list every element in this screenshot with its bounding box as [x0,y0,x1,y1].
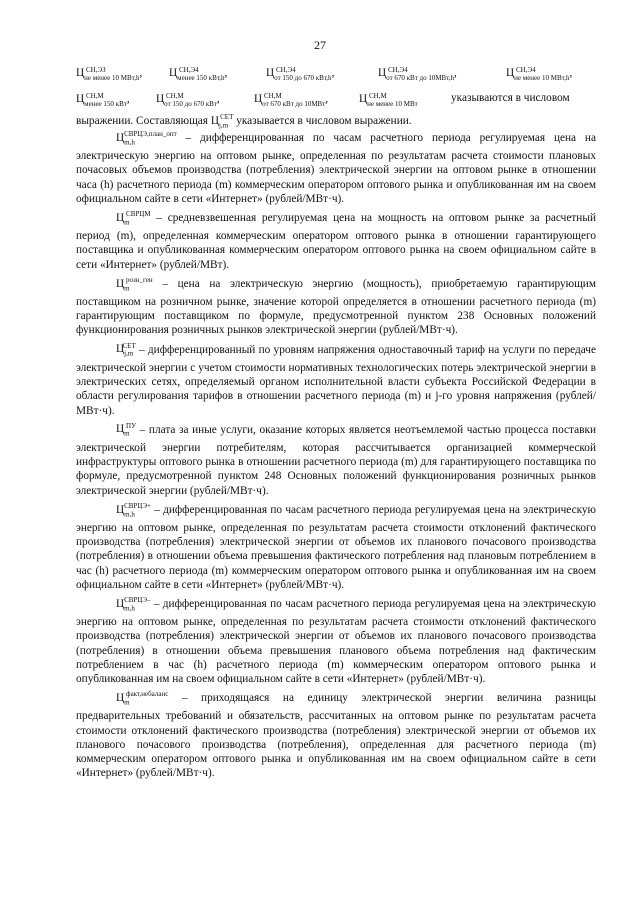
definition-paragraph [76,339,596,418]
term-separator: , [216,93,220,105]
term-base: Ц [76,67,85,79]
definition-symbol: $Ц_{m,h}^{СВРЦЭ,план\_опт}$ [116,130,177,147]
definition-symbol: $Ц_{m,h}^{СВРЦЭ+}$ [116,501,151,518]
legend-term [359,92,418,108]
page-number: 27 [314,38,326,52]
term-separator: , [331,67,335,79]
term-base: Ц [156,93,165,105]
definition-symbol: $Ц_m^{розн\_ген}$ [116,275,153,292]
intro-text: выражении. Составляющая [76,114,208,127]
definition-text: – плата за иные услуги, оказание которых является неотъемлемой частью процесса поставки электрической энергии потребителям, которая рассчитывается организацией коммерческой инфраструктуры оптового рынка в отношении расчетного периода (m) для гарантирующего поставщика по формуле, предусмотренной пунктом 248 Основных положений функционирования розничных рынков электрической энергии (рублей/МВт·ч). [76,423,596,497]
term-separator: , [454,67,457,79]
term-superscript: СН,Э4 [179,66,199,74]
term-subscript: менее 150 кВт [84,100,127,108]
definition-symbol: $Ц_m^{факт,небаланс}$ [116,690,169,707]
definition-symbol: $Ц_{j,m}^{СЕТ}$ [116,341,136,358]
definition-paragraph [76,127,596,206]
legend-row-2-tail: указываются в числовом [451,92,570,104]
term-superscript: СН,ЭЗ [86,66,106,74]
term-separator: , [569,67,573,79]
term-subscript: от 150 до 670 кВт [164,100,217,108]
legend-term [169,66,228,82]
term-base: Ц [169,67,178,79]
definition-text: – средневзвешенная регулируемая цена на мощность на оптовом рынке за расчетный период (m), определенная коммерческим оператором оптового рынка в отношении гарантирующего поставщика и опубликованная коммерческим оператором оптового рынка на своем официальном сайте в сети «Интернет» (рублей/МВт). [76,211,596,271]
term-subscript: не менее 10 МВт [367,100,418,108]
term-base: Ц [378,67,387,79]
definition-symbol: $Ц_{m,h}^{СВРЦЭ-}$ [116,595,151,612]
term-superscript: СН,Э4 [388,66,408,74]
legend-term [254,92,329,108]
definition-text: – цена на электрическую энергию (мощность), приобретаемую гарантирующим поставщиком на розничном рынке, значение которой определяется в отношении расчетного периода (m) гарантирующим поставщиком по формуле, предусмотренной пунктом 238 Основных положений функционирования розничных рынков электрической энергии (рублей/МВт·ч). [76,277,596,337]
term-subscript: от 150 до 670 кВт,h [274,74,332,82]
term-base: Ц [254,93,263,105]
term-subscript: от 670 кВт до 10МВт,h [386,74,455,82]
term-base: Ц [359,93,368,105]
legend-term [76,92,130,108]
term-separator: , [139,67,143,79]
definition-paragraph [76,273,596,338]
tariff-symbol: $Ц_{j,m}^{СЕТ}$ [210,113,234,130]
term-subscript: от 670 кВт до 10МВт [262,100,326,108]
intro-tail: указывается в числовом выражении. [236,114,412,127]
term-subscript: менее 150 кВт,h [177,74,225,82]
legend-term [156,92,220,108]
term-superscript: СН,М [166,92,184,100]
term-base: Ц [266,67,275,79]
term-superscript: СН,М [86,92,104,100]
term-superscript: СН,Э4 [516,66,536,74]
definition-symbol: $Ц_m^{ПУ}$ [116,421,137,438]
definition-text: – дифференцированный по уровням напряжения одноставочный тариф на услуги по передаче электрической энергии с учетом стоимости нормативных технологических потерь электрической энергии в электрических сетях, определяемый органом исполнительной власти субъекта Российской Федерации в области регулирования тарифов в отношении расчетного периода (m) и j-го уровня напряжения (рублей/МВт·ч). [76,343,596,417]
term-superscript: СН,М [264,92,282,100]
definition-text: – приходящаяся на единицу электрической энергии величина разницы предварительных требований и обязательств, рассчитанных на оптовом рынке по результатам расчета стоимости отклонений фактического производства (потребления) электрической энергии от объемов их планового почасового производства (потребления), определенная для расчетного периода (m) коммерческим оператором оптового рынка и опубликованная им на своем официальном сайте в сети «Интернет» (рублей/МВт·ч). [76,691,596,780]
legend-term [76,66,143,82]
definition-text: – дифференцированная по часам расчетного периода регулируемая цена на электрическую энергию на оптовом рынке, определенная по результатам расчета стоимости отклонений фактического производства (потребления) электрической энергии от объемов их планового почасового производства (потребления) в отношении объема превышения фактического потребления над плановым потреблением в час (h) расчетного периода (m) коммерческим оператором оптового рынка и опубликованная им на своем официальном сайте в сети «Интернет» (рублей/МВт·ч). [76,503,596,591]
definition-symbol: $Ц_m^{СВРЦМ}$ [116,210,151,227]
definition-paragraph [76,419,596,498]
definition-paragraph [76,499,596,592]
term-base: Ц [76,93,85,105]
legend-term [266,66,335,82]
term-superscript: СН,М [369,92,387,100]
definition-text: – дифференцированная по часам расчетного периода регулируемая цена на электрическую энергию на оптовом рынке, определенная по результатам расчета стоимости отклонений фактического производства (потребления) электрической энергии от объемов их планового почасового производства (потребления) в отношении объема превышения планового объема потребления над фактическим потреблением в час (h) расчетного периода (m) коммерческим оператором оптового рынка и опубликованная им на своем официальном сайте в сети «Интернет» (рублей/МВт·ч). [76,597,596,686]
term-base: Ц [506,67,515,79]
definition-paragraph [76,593,596,686]
legend-term [378,66,457,82]
term-subscript: не менее 10 МВт,h [514,74,570,82]
definition-text: – дифференцированная по часам расчетного периода регулируемая цена на электрическую энергию на оптовом рынке, определенная по результатам расчета стоимости плановых почасовых объемов производства (потребления) электрической энергии на оптовом рынке в отношении часа (h) расчетного периода (m) коммерческим оператором оптового рынка и опубликованная им на своем официальном сайте в сети «Интернет» (рублей/МВт·ч). [76,131,596,205]
term-separator: , [224,67,228,79]
term-subscript: не менее 10 МВт,h [84,74,140,82]
definition-paragraph [76,687,596,780]
term-separator: , [325,93,329,105]
term-separator: , [126,93,130,105]
definition-paragraph [76,207,596,272]
definitions-body [76,127,596,781]
legend-term [506,66,573,82]
term-superscript: СН,Э4 [276,66,296,74]
